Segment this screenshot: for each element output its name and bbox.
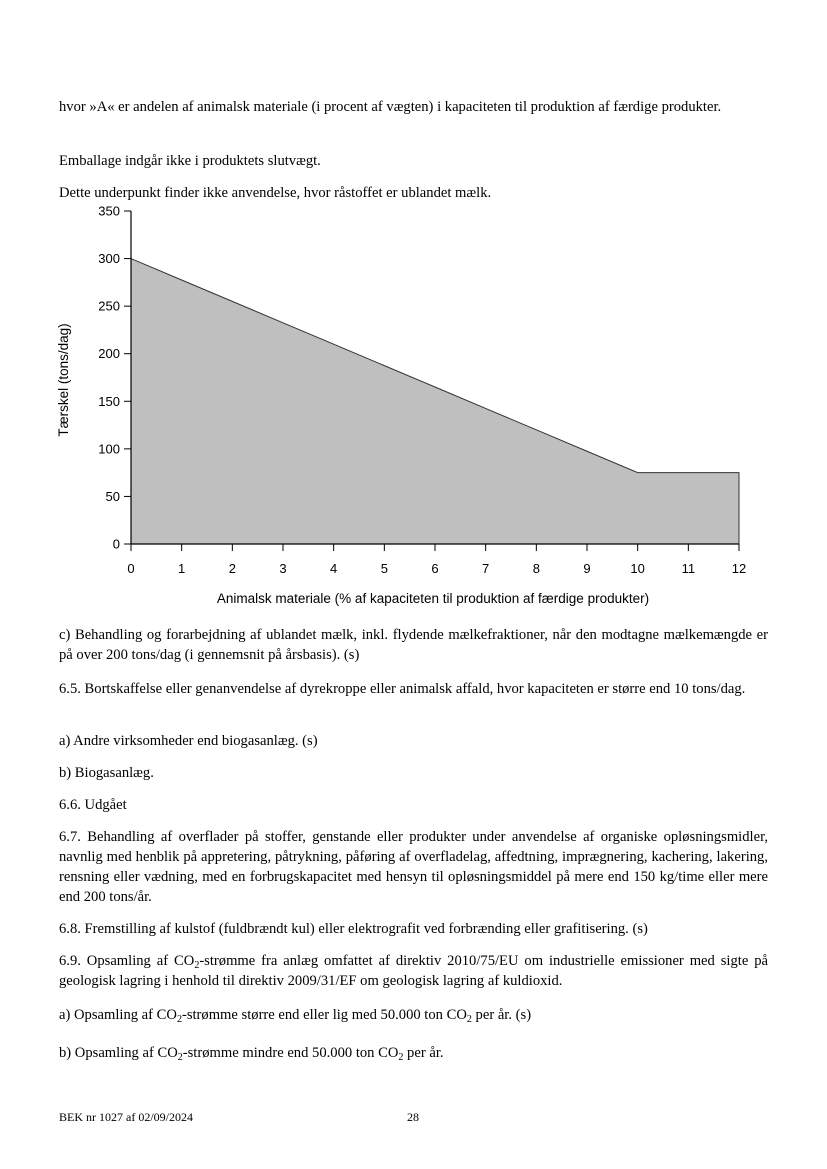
paragraph-6-9-a: a) Opsamling af $CO_2$-strømme større end eller lig med 50.000 ton $CO_2$ per år. (s) (59, 1007, 532, 1025)
x-axis-label: Animalsk materiale (% af kapaciteten til produktion af færdige produkter) (216, 591, 650, 606)
x-tick-label: 3 (279, 561, 287, 576)
x-tick-label: 11 (681, 561, 696, 576)
x-tick-label: 4 (330, 561, 338, 576)
y-tick-label: 150 (98, 393, 120, 409)
footer-page-number: 28 (407, 1110, 419, 1124)
x-tick-label: 2 (228, 561, 236, 576)
paragraph-6-5-b: b) Biogasanlæg. (59, 765, 154, 781)
y-tick-label: 0 (112, 536, 120, 552)
y-tick-label: 100 (98, 441, 120, 457)
x-tick-label: 10 (630, 561, 645, 576)
footer-document-id: BEK nr 1027 af 02/09/2024 (59, 1110, 193, 1124)
x-tick-label: 8 (532, 561, 540, 576)
y-axis-label: Tærskel (tons/dag) (56, 323, 71, 437)
paragraph-milk-exception: Dette underpunkt finder ikke anvendelse, hvor råstoffet er ublandet mælk. (59, 185, 492, 201)
y-tick-label: 350 (98, 203, 120, 219)
plot-area (98, 204, 746, 577)
threshold-area-chart (50, 200, 760, 610)
y-tick-label: 200 (98, 346, 120, 362)
paragraph-6-9: 6.9. Opsamling af $CO_2$-strømme fra anlæg omfattet af direktiv 2010/75/EU om industrielle emissioner med sigte på geologisk lagring i henhold til direktiv 2009/31/EF om geologisk lagring af kuldioxid. (59, 953, 769, 989)
paragraph-formula-note: hvor »A« er andelen af animalsk materiale (i procent af vægten) i kapaciteten til produktion af færdige produkter. (59, 99, 722, 115)
y-tick-label: 250 (98, 298, 120, 314)
paragraph-6-8: 6.8. Fremstilling af kulstof (fuldbrændt kul) eller elektrografit ved forbrænding eller grafitisering. (s) (59, 921, 648, 937)
paragraph-6-9-b: b) Opsamling af $CO_2$-strømme mindre end 50.000 ton $CO_2$ per år. (59, 1045, 444, 1063)
paragraph-6-5-a: a) Andre virksomheder end biogasanlæg. (s) (59, 733, 318, 749)
paragraph-6-6: 6.6. Udgået (59, 797, 127, 813)
paragraph-packaging: Emballage indgår ikke i produktets slutvægt. (59, 153, 321, 169)
x-tick-label: 1 (178, 561, 186, 576)
x-tick-label: 12 (731, 561, 747, 576)
x-tick-label: 0 (127, 561, 135, 576)
y-tick-label: 50 (105, 488, 120, 504)
x-tick-label: 9 (583, 561, 591, 576)
paragraph-item-c-milk: c) Behandling og forarbejdning af ublandet mælk, inkl. flydende mælkefraktioner, når den modtagne mælkemængde er på over 200 tons/dag (i gennemsnit på årsbasis). (s) (59, 627, 768, 663)
threshold-area (131, 259, 739, 544)
x-tick-label: 6 (431, 561, 439, 576)
paragraph-6-5: 6.5. Bortskaffelse eller genanvendelse af dyrekroppe eller animalsk affald, hvor kapaciteten er større end 10 tons/dag. (59, 681, 746, 697)
y-tick-label: 300 (98, 251, 120, 267)
paragraph-6-7: 6.7. Behandling af overflader på stoffer, genstande eller produkter under anvendelse af organiske opløsningsmidler, navnlig med henblik på appretering, påtrykning, påføring af overfladelag, affedtning, imprægnering, kachering, lakering, rensning eller vædning, med en forbrugskapacitet med hensyn til opløsningsmiddel på mere end 150 kg/time eller mere end 200 tons/år. (59, 829, 768, 905)
x-tick-label: 5 (380, 561, 388, 576)
x-tick-label: 7 (482, 561, 490, 576)
